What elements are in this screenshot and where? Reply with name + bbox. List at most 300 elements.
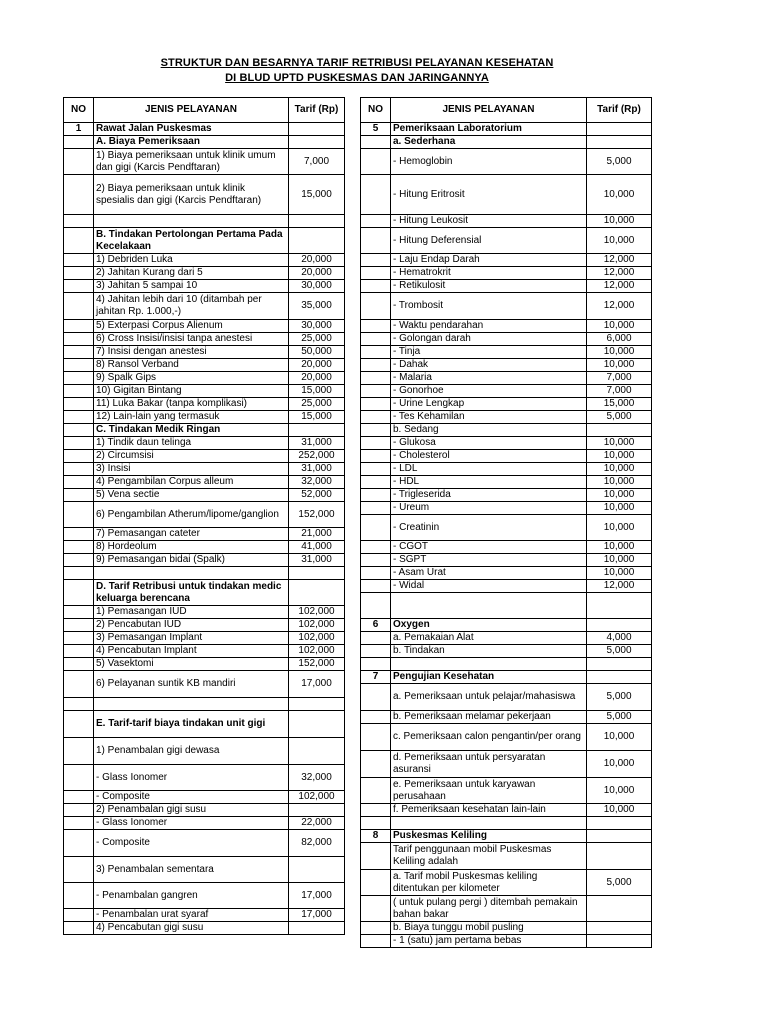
- service-name: 2) Jahitan Kurang dari 5: [94, 267, 289, 280]
- table-row: [361, 320, 652, 333]
- row-number: [361, 804, 391, 817]
- tariff-value: [289, 698, 345, 711]
- table-row: [361, 502, 652, 515]
- tariff-value: [587, 671, 652, 684]
- row-number: [361, 515, 391, 541]
- row-number: [64, 817, 94, 830]
- table-row: [361, 830, 652, 843]
- tariff-value: 20,000: [289, 372, 345, 385]
- service-name: 5) Exterpasi Corpus Alienum: [94, 320, 289, 333]
- row-number: [361, 632, 391, 645]
- row-number: 8: [361, 830, 391, 843]
- service-name: b. Tindakan: [391, 645, 587, 658]
- row-number: [361, 398, 391, 411]
- row-number: [361, 567, 391, 580]
- row-number: [64, 489, 94, 502]
- tariff-value: 10,000: [587, 751, 652, 778]
- service-name: [94, 698, 289, 711]
- service-name: [94, 215, 289, 228]
- row-number: [64, 658, 94, 671]
- service-name: - Glass Ionomer: [94, 817, 289, 830]
- service-name: - Hitung Leukosit: [391, 215, 587, 228]
- service-name: 1) Biaya pemeriksaan untuk klinik umum dan gigi (Karcis Pendftaran): [94, 149, 289, 175]
- table-row: [361, 437, 652, 450]
- service-name: 5) Vena sectie: [94, 489, 289, 502]
- tariff-value: [289, 738, 345, 765]
- row-number: [64, 411, 94, 424]
- table-row: [64, 528, 345, 541]
- table-row: [361, 293, 652, 320]
- row-number: [361, 870, 391, 896]
- service-name: - Composite: [94, 791, 289, 804]
- tariff-value: 12,000: [587, 254, 652, 267]
- row-number: [64, 385, 94, 398]
- table-row: [361, 645, 652, 658]
- header-no: NO: [361, 98, 391, 123]
- header-tarif: Tarif (Rp): [587, 98, 652, 123]
- row-number: [361, 411, 391, 424]
- service-name: 4) Pengambilan Corpus alleum: [94, 476, 289, 489]
- row-number: [361, 684, 391, 711]
- service-name: 1) Debriden Luka: [94, 254, 289, 267]
- table-row: [64, 489, 345, 502]
- row-number: [64, 606, 94, 619]
- tariff-value: [587, 619, 652, 632]
- table-row: [361, 778, 652, 804]
- tariff-value: 102,000: [289, 645, 345, 658]
- row-number: [361, 593, 391, 619]
- tariff-value: 7,000: [587, 385, 652, 398]
- row-number: [361, 372, 391, 385]
- service-name: [391, 593, 587, 619]
- row-number: [361, 502, 391, 515]
- service-name: a. Pemakaian Alat: [391, 632, 587, 645]
- tariff-value: 12,000: [587, 580, 652, 593]
- row-number: [64, 149, 94, 175]
- service-name: 7) Pemasangan cateter: [94, 528, 289, 541]
- service-name: b. Pemeriksaan melamar pekerjaan: [391, 711, 587, 724]
- service-name: - Hematrokrit: [391, 267, 587, 280]
- tariff-value: [587, 843, 652, 870]
- row-number: [64, 804, 94, 817]
- row-number: [361, 437, 391, 450]
- tariff-value: 10,000: [587, 437, 652, 450]
- tariff-value: [289, 711, 345, 738]
- tariff-value: 15,000: [289, 175, 345, 215]
- row-number: [361, 215, 391, 228]
- table-row: [64, 909, 345, 922]
- table-row: [64, 567, 345, 580]
- row-number: [64, 254, 94, 267]
- table-row: [64, 476, 345, 489]
- service-name: Puskesmas Keliling: [391, 830, 587, 843]
- service-name: - SGPT: [391, 554, 587, 567]
- tariff-value: 50,000: [289, 346, 345, 359]
- service-name: - Creatinin: [391, 515, 587, 541]
- row-number: [361, 580, 391, 593]
- service-name: a. Pemeriksaan untuk pelajar/mahasiswa: [391, 684, 587, 711]
- tariff-value: 5,000: [587, 149, 652, 175]
- tariff-value: [289, 215, 345, 228]
- tariff-value: 31,000: [289, 554, 345, 567]
- table-row: [361, 489, 652, 502]
- tariff-value: 15,000: [289, 385, 345, 398]
- row-number: [361, 450, 391, 463]
- row-number: [361, 463, 391, 476]
- service-name: - Golongan darah: [391, 333, 587, 346]
- table-row: [361, 541, 652, 554]
- row-number: [64, 922, 94, 935]
- service-name: - 1 (satu) jam pertama bebas: [391, 935, 587, 948]
- table-row: [64, 632, 345, 645]
- row-number: [64, 293, 94, 320]
- service-name: 2) Pencabutan IUD: [94, 619, 289, 632]
- row-number: [361, 711, 391, 724]
- table-row: [64, 123, 345, 136]
- row-number: [64, 333, 94, 346]
- row-number: [64, 320, 94, 333]
- service-name: 6) Pelayanan suntik KB mandiri: [94, 671, 289, 698]
- table-row: [64, 922, 345, 935]
- row-number: [64, 463, 94, 476]
- row-number: [361, 359, 391, 372]
- service-name: - Hitung Eritrosit: [391, 175, 587, 215]
- row-number: [64, 502, 94, 528]
- table-row: [361, 658, 652, 671]
- table-row: [64, 658, 345, 671]
- table-row: [361, 149, 652, 175]
- table-row: [64, 149, 345, 175]
- tariff-value: [289, 857, 345, 883]
- row-number: [64, 738, 94, 765]
- table-row: [361, 215, 652, 228]
- table-row: [64, 293, 345, 320]
- tariff-value: 252,000: [289, 450, 345, 463]
- table-row: [64, 554, 345, 567]
- table-row: [361, 450, 652, 463]
- tariff-value: 10,000: [587, 450, 652, 463]
- service-name: 3) Insisi: [94, 463, 289, 476]
- table-row: [361, 359, 652, 372]
- service-name: 11) Luka Bakar (tanpa komplikasi): [94, 398, 289, 411]
- header-jenis: JENIS PELAYANAN: [94, 98, 289, 123]
- tariff-value: 22,000: [289, 817, 345, 830]
- table-row: [64, 765, 345, 791]
- tariff-value: 102,000: [289, 606, 345, 619]
- tariff-value: 10,000: [587, 489, 652, 502]
- row-number: 1: [64, 123, 94, 136]
- table-row: [64, 711, 345, 738]
- table-header-row: [361, 98, 652, 123]
- table-row: [361, 711, 652, 724]
- row-number: [64, 450, 94, 463]
- service-name: - Trigleserida: [391, 489, 587, 502]
- table-row: [361, 619, 652, 632]
- row-number: [361, 320, 391, 333]
- table-row: [361, 372, 652, 385]
- tariff-value: 15,000: [289, 411, 345, 424]
- service-name: Pemeriksaan Laboratorium: [391, 123, 587, 136]
- tarif-table-left: [63, 97, 345, 935]
- service-name: - Malaria: [391, 372, 587, 385]
- table-row: [64, 437, 345, 450]
- service-name: - Glass Ionomer: [94, 765, 289, 791]
- table-row: [361, 424, 652, 437]
- table-row: [361, 228, 652, 254]
- tariff-value: 10,000: [587, 778, 652, 804]
- table-row: [361, 922, 652, 935]
- tariff-value: 10,000: [587, 567, 652, 580]
- tariff-value: [587, 935, 652, 948]
- tariff-value: [587, 658, 652, 671]
- service-name: - HDL: [391, 476, 587, 489]
- service-name: 1) Pemasangan IUD: [94, 606, 289, 619]
- document-title: [0, 56, 714, 86]
- service-name: ( untuk pulang pergi ) ditembah pemakain bahan bakar: [391, 896, 587, 922]
- table-row: [64, 883, 345, 909]
- table-row: [64, 791, 345, 804]
- row-number: [64, 267, 94, 280]
- service-name: - CGOT: [391, 541, 587, 554]
- service-name: [391, 817, 587, 830]
- row-number: [64, 528, 94, 541]
- table-row: [361, 896, 652, 922]
- table-row: [361, 463, 652, 476]
- service-name: C. Tindakan Medik Ringan: [94, 424, 289, 437]
- tariff-value: 10,000: [587, 515, 652, 541]
- table-row: [64, 804, 345, 817]
- table-row: [361, 671, 652, 684]
- table-row: [361, 280, 652, 293]
- row-number: [64, 359, 94, 372]
- service-name: 4) Jahitan lebih dari 10 (ditambah per jahitan Rp. 1.000,-): [94, 293, 289, 320]
- row-number: [361, 935, 391, 948]
- row-number: [64, 175, 94, 215]
- row-number: 6: [361, 619, 391, 632]
- table-row: [64, 228, 345, 254]
- tariff-value: 32,000: [289, 476, 345, 489]
- tariff-value: 10,000: [587, 175, 652, 215]
- service-name: 2) Penambalan gigi susu: [94, 804, 289, 817]
- tariff-value: [289, 424, 345, 437]
- row-number: [361, 280, 391, 293]
- table-row: [361, 123, 652, 136]
- tariff-value: [587, 136, 652, 149]
- table-row: [361, 870, 652, 896]
- service-name: 10) Gigitan Bintang: [94, 385, 289, 398]
- tariff-value: [587, 922, 652, 935]
- service-name: 6) Pengambilan Atherum/lipome/ganglion: [94, 502, 289, 528]
- tariff-value: 12,000: [587, 280, 652, 293]
- tariff-value: 21,000: [289, 528, 345, 541]
- table-row: [64, 215, 345, 228]
- row-number: [64, 619, 94, 632]
- service-name: b. Sedang: [391, 424, 587, 437]
- service-name: - Penambalan gangren: [94, 883, 289, 909]
- service-name: d. Pemeriksaan untuk persyaratan asuransi: [391, 751, 587, 778]
- service-name: - Waktu pendarahan: [391, 320, 587, 333]
- tariff-value: 7,000: [587, 372, 652, 385]
- table-row: [64, 411, 345, 424]
- row-number: [64, 830, 94, 857]
- service-name: - Dahak: [391, 359, 587, 372]
- service-name: 12) Lain-lain yang termasuk: [94, 411, 289, 424]
- table-row: [64, 333, 345, 346]
- service-name: Oxygen: [391, 619, 587, 632]
- table-row: [361, 411, 652, 424]
- tariff-value: 10,000: [587, 554, 652, 567]
- service-name: 5) Vasektomi: [94, 658, 289, 671]
- service-name: 6) Cross Insisi/insisi tanpa anestesi: [94, 333, 289, 346]
- table-row: [64, 619, 345, 632]
- tariff-value: 10,000: [587, 804, 652, 817]
- service-name: Pengujian Kesehatan: [391, 671, 587, 684]
- row-number: [361, 843, 391, 870]
- row-number: [64, 698, 94, 711]
- row-number: [361, 817, 391, 830]
- row-number: [64, 711, 94, 738]
- tariff-value: [587, 593, 652, 619]
- tariff-value: [587, 830, 652, 843]
- row-number: [64, 567, 94, 580]
- table-row: [361, 254, 652, 267]
- row-number: [361, 658, 391, 671]
- table-row: [64, 372, 345, 385]
- table-row: [361, 724, 652, 751]
- tariff-value: 152,000: [289, 502, 345, 528]
- table-row: [64, 671, 345, 698]
- row-number: [64, 857, 94, 883]
- tariff-value: 5,000: [587, 645, 652, 658]
- table-row: [64, 738, 345, 765]
- tariff-value: [289, 136, 345, 149]
- service-name: A. Biaya Pemeriksaan: [94, 136, 289, 149]
- tariff-value: 41,000: [289, 541, 345, 554]
- service-name: - Penambalan urat syaraf: [94, 909, 289, 922]
- table-row: [361, 333, 652, 346]
- service-name: - Glukosa: [391, 437, 587, 450]
- service-name: 2) Biaya pemeriksaan untuk klinik spesialis dan gigi (Karcis Pendftaran): [94, 175, 289, 215]
- table-row: [361, 843, 652, 870]
- tariff-value: 17,000: [289, 909, 345, 922]
- row-number: 7: [361, 671, 391, 684]
- service-name: 4) Pencabutan Implant: [94, 645, 289, 658]
- tariff-value: 32,000: [289, 765, 345, 791]
- tarif-table-right-body: [361, 123, 652, 948]
- tariff-value: 10,000: [587, 463, 652, 476]
- service-name: - Gonorhoe: [391, 385, 587, 398]
- table-row: [361, 398, 652, 411]
- service-name: - Hemoglobin: [391, 149, 587, 175]
- service-name: 4) Pencabutan gigi susu: [94, 922, 289, 935]
- tariff-value: 102,000: [289, 791, 345, 804]
- tarif-table-right: [360, 97, 652, 948]
- table-row: [361, 346, 652, 359]
- service-name: [94, 567, 289, 580]
- row-number: [361, 476, 391, 489]
- tariff-value: 6,000: [587, 333, 652, 346]
- header-jenis: JENIS PELAYANAN: [391, 98, 587, 123]
- header-tarif: Tarif (Rp): [289, 98, 345, 123]
- tariff-value: 10,000: [587, 476, 652, 489]
- service-name: 1) Tindik daun telinga: [94, 437, 289, 450]
- tariff-value: [289, 922, 345, 935]
- service-name: D. Tarif Retribusi untuk tindakan medic keluarga berencana: [94, 580, 289, 606]
- table-row: [64, 280, 345, 293]
- tariff-value: 12,000: [587, 267, 652, 280]
- table-row: [361, 935, 652, 948]
- tariff-value: 102,000: [289, 632, 345, 645]
- row-number: 5: [361, 123, 391, 136]
- table-row: [361, 554, 652, 567]
- service-name: 8) Ransol Verband: [94, 359, 289, 372]
- table-row: [361, 804, 652, 817]
- tariff-value: [289, 804, 345, 817]
- table-row: [64, 502, 345, 528]
- table-row: [361, 175, 652, 215]
- table-row: [64, 830, 345, 857]
- service-name: E. Tarif-tarif biaya tindakan unit gigi: [94, 711, 289, 738]
- row-number: [361, 724, 391, 751]
- table-row: [64, 267, 345, 280]
- row-number: [64, 424, 94, 437]
- tariff-value: 82,000: [289, 830, 345, 857]
- service-name: - LDL: [391, 463, 587, 476]
- tariff-value: 17,000: [289, 671, 345, 698]
- tariff-value: 10,000: [587, 502, 652, 515]
- service-name: - Retikulosit: [391, 280, 587, 293]
- row-number: [64, 765, 94, 791]
- table-row: [361, 567, 652, 580]
- tariff-value: 20,000: [289, 254, 345, 267]
- tariff-value: [289, 567, 345, 580]
- service-name: 7) Insisi dengan anestesi: [94, 346, 289, 359]
- row-number: [361, 333, 391, 346]
- table-row: [361, 580, 652, 593]
- table-row: [64, 359, 345, 372]
- service-name: - Laju Endap Darah: [391, 254, 587, 267]
- table-row: [64, 398, 345, 411]
- service-name: 3) Pemasangan Implant: [94, 632, 289, 645]
- service-name: - Asam Urat: [391, 567, 587, 580]
- table-row: [64, 463, 345, 476]
- row-number: [64, 671, 94, 698]
- row-number: [64, 346, 94, 359]
- table-row: [64, 645, 345, 658]
- tariff-value: [587, 817, 652, 830]
- table-row: [64, 580, 345, 606]
- tariff-value: 31,000: [289, 437, 345, 450]
- table-row: [361, 751, 652, 778]
- service-name: 3) Jahitan 5 sampai 10: [94, 280, 289, 293]
- table-row: [361, 593, 652, 619]
- row-number: [361, 149, 391, 175]
- row-number: [64, 136, 94, 149]
- tariff-value: 152,000: [289, 658, 345, 671]
- table-row: [64, 385, 345, 398]
- tariff-value: 10,000: [587, 346, 652, 359]
- tariff-value: 5,000: [587, 411, 652, 424]
- tariff-value: [289, 228, 345, 254]
- tariff-value: 5,000: [587, 684, 652, 711]
- table-row: [64, 254, 345, 267]
- row-number: [361, 346, 391, 359]
- row-number: [64, 883, 94, 909]
- table-row: [64, 698, 345, 711]
- table-row: [361, 136, 652, 149]
- table-row: [64, 817, 345, 830]
- tariff-value: 31,000: [289, 463, 345, 476]
